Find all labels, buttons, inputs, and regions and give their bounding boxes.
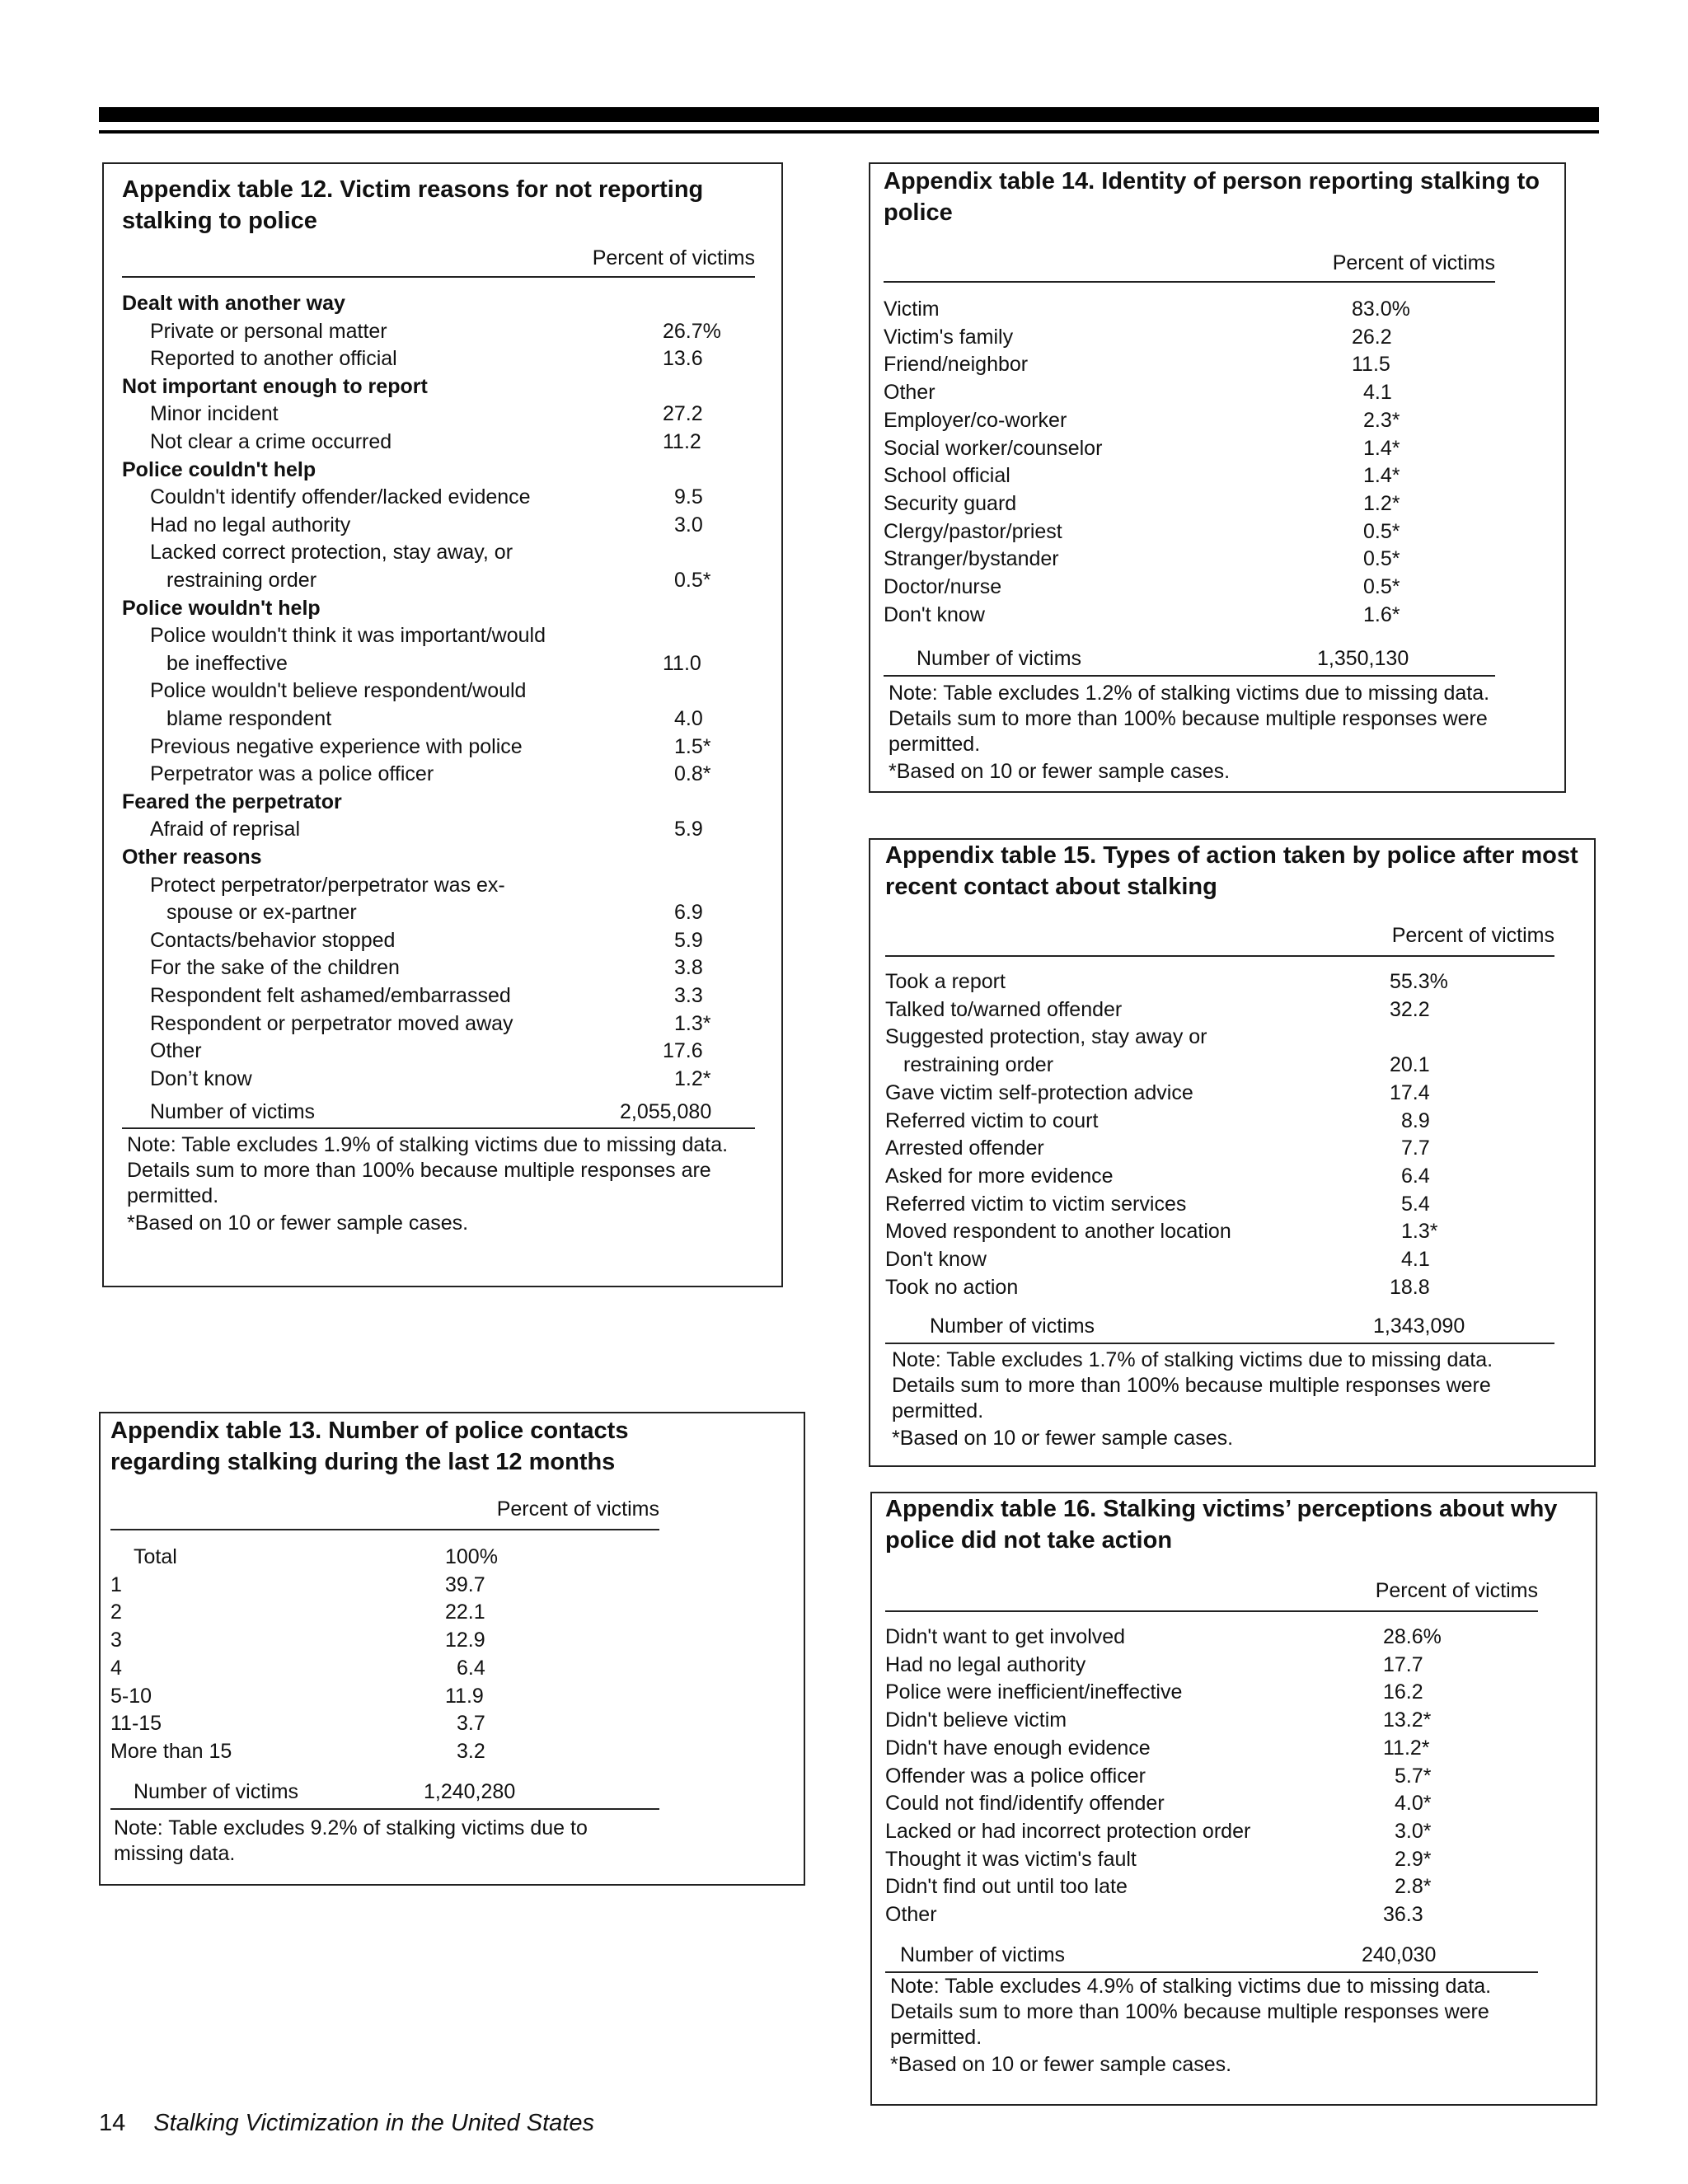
row-value: 17.6 (663, 1039, 703, 1063)
table-row (870, 601, 1564, 629)
row-value: 0.5* (1363, 575, 1400, 598)
section-heading: Police couldn't help (122, 457, 316, 481)
row-label: restraining order (903, 1053, 1054, 1077)
row-value: 3.0* (1395, 1819, 1432, 1843)
table-row (872, 1623, 1596, 1651)
row-value: 5.9 (674, 818, 703, 841)
total-rule (884, 675, 1495, 677)
table-row (101, 1654, 804, 1682)
row-value: 4.0* (1395, 1792, 1432, 1816)
section-heading-row (104, 373, 781, 401)
row-label: For the sake of the children (150, 956, 400, 980)
table-row (872, 1789, 1596, 1817)
table-row (104, 621, 781, 649)
row-value: 11.9 (445, 1684, 484, 1708)
total-label: Number of victims (134, 1780, 299, 1803)
table-title: Appendix table 16. Stalking victims’ perceptions about why police did not take action (885, 1496, 1558, 1554)
appendix-table-13 (99, 1412, 805, 1886)
table-title: Appendix table 13. Number of police contacts regarding stalking during the last 12 months (110, 1418, 629, 1475)
row-label: Had no legal authority (885, 1652, 1086, 1676)
table-row (104, 1065, 781, 1093)
row-label: Victim's family (884, 325, 1014, 349)
table-row (104, 483, 781, 511)
page-number: 14 (99, 2110, 126, 2136)
table-row (872, 1817, 1596, 1845)
table-row (870, 295, 1564, 323)
table-row (104, 344, 781, 373)
table-row (101, 1682, 804, 1710)
row-label: School official (884, 464, 1010, 488)
row-value: 100% (445, 1545, 498, 1568)
row-label: Could not find/identify offender (885, 1792, 1165, 1816)
header-rule-thin (99, 130, 1599, 134)
row-label: Talked to/warned offender (885, 997, 1123, 1021)
row-label: spouse or ex-partner (166, 901, 357, 925)
row-value: 22.1 (445, 1601, 485, 1624)
table-row (101, 1598, 804, 1626)
row-label: Arrested offender (885, 1137, 1044, 1160)
column-header: Percent of victims (1391, 924, 1554, 947)
row-label: Afraid of reprisal (150, 818, 301, 841)
table-row (104, 926, 781, 954)
row-value: 2.3* (1363, 408, 1400, 432)
table-row (872, 1678, 1596, 1706)
row-label: Don't know (885, 1248, 987, 1271)
row-value: 4.0 (674, 707, 703, 730)
row-value: 83.0% (1352, 298, 1410, 321)
row-label: Took a report (885, 970, 1006, 993)
section-heading: Dealt with another way (122, 292, 345, 315)
note-footnote: *Based on 10 or fewer sample cases. (890, 2053, 1232, 2076)
row-value: 11.5 (1352, 353, 1390, 377)
table-row (104, 428, 781, 456)
row-value: 18.8 (1390, 1275, 1430, 1299)
row-label: Don’t know (150, 1066, 252, 1090)
table-row (870, 462, 1564, 490)
row-value: 0.8* (674, 762, 711, 786)
row-label: Police were inefficient/ineffective (885, 1680, 1183, 1704)
row-label: Didn't have enough evidence (885, 1736, 1151, 1760)
table-row (104, 538, 781, 566)
table-row (870, 434, 1564, 462)
total-label: Number of victims (930, 1315, 1095, 1338)
row-value: 5.4 (1401, 1192, 1430, 1216)
table-row (870, 518, 1564, 546)
row-label: 3 (110, 1629, 122, 1652)
table-row (870, 1023, 1594, 1051)
row-value: 11.2* (1383, 1736, 1430, 1760)
row-value: 1.3* (1401, 1220, 1438, 1244)
total-rule (885, 1971, 1538, 1973)
row-value: 3.2 (457, 1739, 485, 1763)
row-label: More than 15 (110, 1739, 232, 1763)
row-label: Not clear a crime occurred (150, 430, 392, 453)
row-value: 36.3 (1383, 1903, 1423, 1926)
table-row (870, 1079, 1594, 1107)
total-value: 1,343,090 (1373, 1315, 1465, 1338)
note-text: Note: Table excludes 1.2% of stalking victims due to missing data. Details sum to more than 100% because multiple responses were permitted. (889, 682, 1490, 756)
row-label: Social worker/counselor (884, 436, 1103, 460)
row-label: Previous negative experience with police (150, 734, 523, 758)
row-label: 5-10 (110, 1684, 152, 1708)
row-label: 1 (110, 1572, 122, 1596)
row-label: Security guard (884, 491, 1017, 515)
appendix-table-16 (870, 1492, 1597, 2106)
row-label: Didn't find out until too late (885, 1875, 1128, 1899)
row-value: 32.2 (1390, 997, 1430, 1021)
table-row (870, 406, 1564, 434)
section-heading-row (104, 456, 781, 484)
table-row (101, 1737, 804, 1765)
row-value: 3.0 (674, 513, 703, 537)
row-value: 0.5* (1363, 547, 1400, 571)
note-text: Note: Table excludes 9.2% of stalking victims due to missing data. (114, 1816, 588, 1865)
note-footnote: *Based on 10 or fewer sample cases. (127, 1212, 469, 1235)
note-footnote: *Based on 10 or fewer sample cases. (889, 760, 1231, 783)
table-row (104, 566, 781, 594)
table-row (872, 1706, 1596, 1734)
total-value: 1,350,130 (1317, 647, 1409, 670)
row-label: Didn't believe victim (885, 1708, 1067, 1732)
table-title: Appendix table 14. Identity of person reporting stalking to police (884, 168, 1540, 226)
note-text: Note: Table excludes 1.9% of stalking victims due to missing data. Details sum to more than 100% because multiple responses are permitted. (127, 1133, 729, 1207)
note-text: Note: Table excludes 1.7% of stalking victims due to missing data. Details sum to more than 100% because multiple responses were permitted. (892, 1348, 1493, 1422)
total-label: Number of victims (917, 647, 1082, 670)
appendix-table-14 (869, 162, 1566, 793)
table-row (870, 1273, 1594, 1301)
row-label: Thought it was victim's fault (885, 1847, 1137, 1871)
row-value: 3.7 (457, 1712, 485, 1736)
column-header: Percent of victims (1332, 251, 1495, 274)
section-heading: Police wouldn't help (122, 596, 321, 620)
row-value: 26.2 (1352, 325, 1392, 349)
row-label: 2 (110, 1601, 122, 1624)
table-row (104, 317, 781, 345)
table-row (870, 1217, 1594, 1245)
section-heading-row (104, 289, 781, 317)
total-row (101, 1778, 804, 1806)
row-label: be ineffective (166, 651, 288, 675)
total-row (870, 1312, 1594, 1340)
total-rule (110, 1808, 659, 1810)
header-rule (884, 281, 1495, 283)
row-value: 11.2 (663, 430, 701, 453)
row-value: 6.4 (457, 1656, 485, 1680)
row-value: 1.4* (1363, 436, 1400, 460)
row-value: 27.2 (663, 402, 703, 426)
row-value: 26.7% (663, 319, 721, 343)
row-label: Suggested protection, stay away or (885, 1025, 1207, 1049)
table-row (101, 1626, 804, 1654)
appendix-table-15 (869, 838, 1596, 1467)
table-row (104, 871, 781, 899)
row-label: Lacked correct protection, stay away, or (150, 541, 513, 565)
row-value: 17.4 (1390, 1080, 1430, 1104)
section-heading: Not important enough to report (122, 374, 428, 398)
row-value: 13.2* (1383, 1708, 1432, 1732)
row-label: Don't know (884, 602, 985, 626)
table-notes (892, 1347, 1559, 1451)
section-heading: Feared the perpetrator (122, 790, 342, 813)
column-header: Percent of victims (496, 1497, 659, 1521)
row-label: 4 (110, 1656, 122, 1680)
table-row (870, 1245, 1594, 1273)
row-label: Respondent or perpetrator moved away (150, 1011, 513, 1035)
row-label: Minor incident (150, 402, 279, 426)
row-value: 0.5* (1363, 519, 1400, 543)
row-value: 1.4* (1363, 464, 1400, 488)
note-text: Note: Table excludes 4.9% of stalking victims due to missing data. Details sum to more than 100% because multiple responses were permitted. (890, 1975, 1492, 2049)
page-footer (99, 2110, 594, 2137)
table-row (870, 490, 1564, 518)
row-label: Police wouldn't believe respondent/would (150, 679, 527, 703)
row-label: Contacts/behavior stopped (150, 928, 396, 952)
table-row (104, 400, 781, 428)
row-value: 55.3% (1390, 970, 1448, 993)
table-row (101, 1571, 804, 1599)
table-row (870, 350, 1564, 378)
row-value: 1.3* (674, 1011, 711, 1035)
table-row (104, 954, 781, 982)
section-heading-row (104, 843, 781, 871)
table-row (872, 1872, 1596, 1900)
table-row (104, 511, 781, 539)
table-row (870, 968, 1594, 996)
section-heading: Other reasons (122, 846, 262, 869)
row-label: Clergy/pastor/priest (884, 519, 1062, 543)
total-label: Number of victims (150, 1100, 316, 1123)
table-row (104, 1037, 781, 1065)
header-rule-thick (99, 107, 1599, 122)
table-row (872, 1845, 1596, 1873)
row-value: 2.8* (1395, 1875, 1432, 1899)
row-value: 17.7 (1383, 1652, 1423, 1676)
row-value: 16.2 (1383, 1680, 1423, 1704)
row-label: Gave victim self-protection advice (885, 1080, 1193, 1104)
row-value: 5.7* (1395, 1764, 1432, 1788)
row-value: 0.5* (674, 569, 711, 592)
table-title: Appendix table 15. Types of action taken by police after most recent contact about stalking (885, 842, 1578, 900)
publication-title: Stalking Victimization in the United States (153, 2110, 594, 2136)
section-heading-row (104, 788, 781, 816)
total-row (870, 644, 1564, 673)
row-label: Perpetrator was a police officer (150, 762, 434, 786)
row-label: Respondent felt ashamed/embarrassed (150, 984, 511, 1007)
row-label: Private or personal matter (150, 319, 387, 343)
row-value: 8.9 (1401, 1108, 1430, 1132)
row-value: 3.8 (674, 956, 703, 980)
row-label: blame respondent (166, 707, 332, 730)
table-row (870, 378, 1564, 406)
row-label: Referred victim to victim services (885, 1192, 1187, 1216)
row-label: Asked for more evidence (885, 1164, 1114, 1188)
section-heading-row (104, 594, 781, 622)
row-value: 3.3 (674, 984, 703, 1007)
row-label: Had no legal authority (150, 513, 351, 537)
row-value: 4.1 (1401, 1248, 1430, 1271)
table-row (872, 1762, 1596, 1790)
total-rule (885, 1343, 1554, 1344)
appendix-table-12 (102, 162, 783, 1287)
table-row (870, 1190, 1594, 1218)
row-label: Friend/neighbor (884, 353, 1029, 377)
total-row (104, 1098, 781, 1126)
row-label: Employer/co-worker (884, 408, 1067, 432)
table-row (104, 649, 781, 677)
row-label: Offender was a police officer (885, 1764, 1146, 1788)
row-value: 12.9 (445, 1629, 485, 1652)
table-row (104, 677, 781, 705)
table-row (870, 996, 1594, 1024)
row-value: 1.2* (1363, 491, 1400, 515)
table-row (104, 705, 781, 733)
row-value: 39.7 (445, 1572, 485, 1596)
row-value: 6.4 (1401, 1164, 1430, 1188)
row-label: 11-15 (110, 1712, 162, 1736)
header-rule (885, 955, 1554, 957)
row-label: Other (884, 381, 935, 405)
row-label: Police wouldn't think it was important/would (150, 624, 546, 648)
table-row (104, 1010, 781, 1038)
table-row (870, 573, 1564, 601)
table-title: Appendix table 12. Victim reasons for not reporting stalking to police (122, 176, 704, 234)
row-label: Referred victim to court (885, 1108, 1099, 1132)
row-label: Other (150, 1039, 202, 1063)
table-row (872, 1651, 1596, 1679)
row-value: 13.6 (663, 347, 703, 371)
table-row (870, 1134, 1594, 1162)
table-row (870, 1051, 1594, 1079)
table-row (104, 815, 781, 843)
header-rule (885, 1610, 1538, 1612)
row-value: 28.6% (1383, 1625, 1442, 1648)
row-label: Reported to another official (150, 347, 397, 371)
table-notes (890, 1974, 1533, 2078)
total-value: 240,030 (1362, 1943, 1437, 1966)
row-value: 7.7 (1401, 1137, 1430, 1160)
table-row (870, 323, 1564, 351)
row-label: Other (885, 1903, 937, 1926)
row-value: 6.9 (674, 901, 703, 925)
row-value: 9.5 (674, 485, 703, 509)
table-row (101, 1709, 804, 1737)
row-value: 2.9* (1395, 1847, 1432, 1871)
row-label: restraining order (166, 569, 317, 592)
row-value: 11.0 (663, 651, 701, 675)
total-value: 1,240,280 (424, 1780, 516, 1803)
table-row (104, 898, 781, 926)
table-notes (127, 1132, 753, 1236)
total-rule (122, 1127, 755, 1129)
row-label: Took no action (885, 1275, 1019, 1299)
table-row (104, 733, 781, 761)
total-value: 2,055,080 (620, 1100, 712, 1123)
header-rule (110, 1529, 659, 1530)
row-value: 1.2* (674, 1066, 711, 1090)
table-row (104, 982, 781, 1010)
row-value: 20.1 (1390, 1053, 1430, 1077)
row-value: 1.6* (1363, 602, 1400, 626)
table-row (870, 545, 1564, 573)
column-header: Percent of victims (592, 246, 755, 269)
note-footnote: *Based on 10 or fewer sample cases. (892, 1427, 1234, 1450)
row-label: Moved respondent to another location (885, 1220, 1231, 1244)
row-value: 1.5* (674, 734, 711, 758)
row-value: 4.1 (1363, 381, 1392, 405)
table-row (870, 1107, 1594, 1135)
row-label: Lacked or had incorrect protection order (885, 1819, 1251, 1843)
header-rule (122, 276, 755, 278)
row-label: Total (134, 1545, 177, 1568)
column-header: Percent of victims (1375, 1579, 1538, 1602)
row-label: Couldn't identify offender/lacked evidence (150, 485, 531, 509)
row-value: 5.9 (674, 928, 703, 952)
total-row (872, 1941, 1596, 1969)
table-row (870, 1162, 1594, 1190)
row-label: Didn't want to get involved (885, 1625, 1126, 1648)
row-label: Stranger/bystander (884, 547, 1059, 571)
total-label: Number of victims (900, 1943, 1066, 1966)
row-label: Doctor/nurse (884, 575, 1002, 598)
table-row (101, 1543, 804, 1571)
table-row (872, 1734, 1596, 1762)
row-label: Victim (884, 298, 940, 321)
row-label: Protect perpetrator/perpetrator was ex- (150, 873, 505, 897)
table-row (104, 760, 781, 788)
table-notes (114, 1816, 600, 1867)
table-row (872, 1900, 1596, 1929)
table-notes (889, 681, 1498, 785)
